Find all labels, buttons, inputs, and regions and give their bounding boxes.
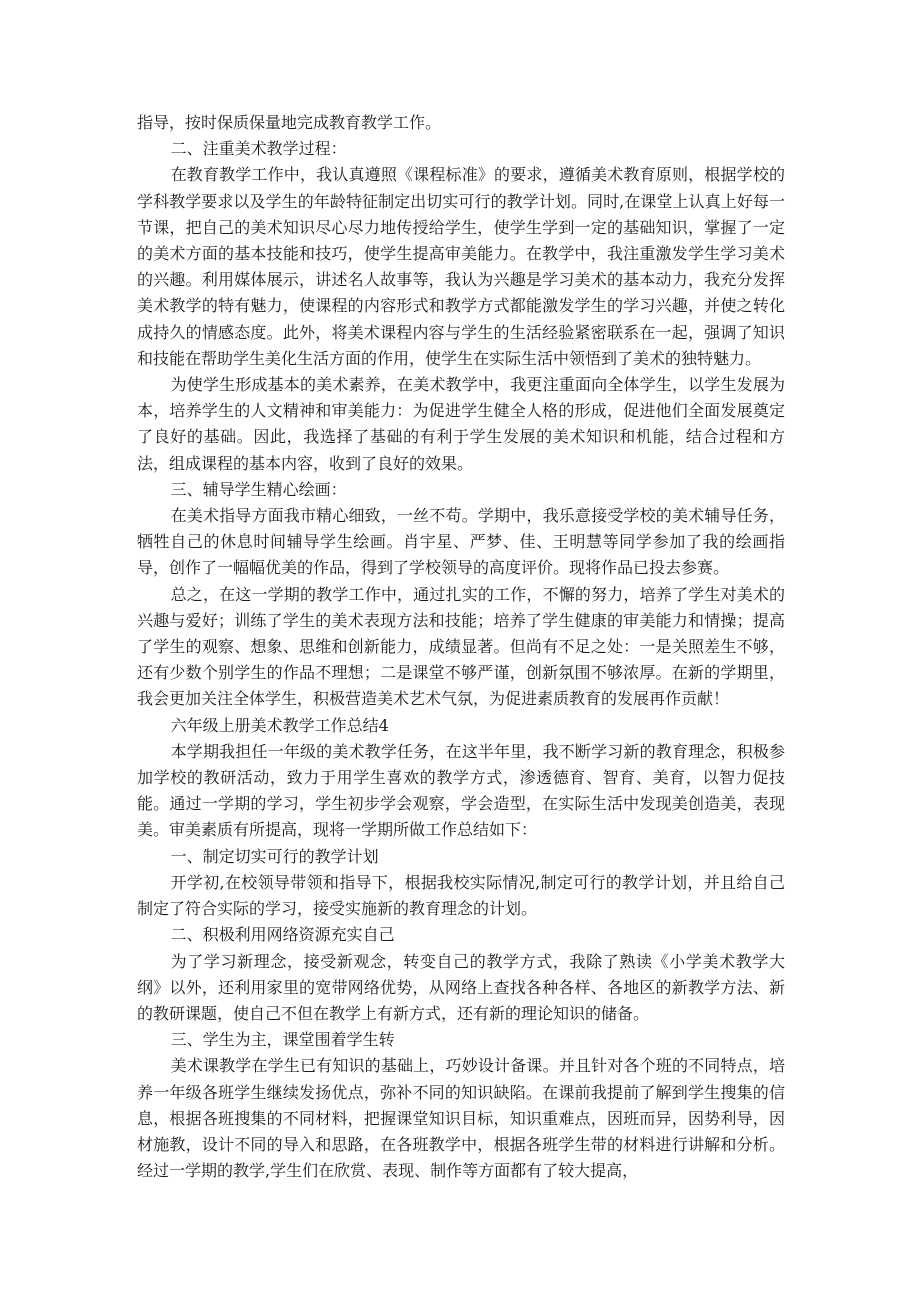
paragraph: 为使学生形成基本的美术素养，在美术教学中，我更注重面向全体学生，以学生发展为本，培养学生的人文精神和审美能力：为促进学生健全人格的形成，促进他们全面发展奠定了良好的基础。因此，我选择了基础的有利于学生发展的美术知识和机能，结合过程和方法，组成课程的基本内容，收到了良好的效果。 <box>137 375 785 473</box>
paragraph: 指导，按时保质保量地完成教育教学工作。 <box>137 113 442 132</box>
section-heading: 三、学生为主，课堂围着学生转 <box>170 1030 395 1050</box>
paragraph: 为了学习新理念，接受新观念，转变自己的教学方式，我除了熟读《小学美术教学大纲》以外，还利用家里的宽带网络优势，从网络上查找各种各样、各地区的新教学方法、新的教研课题，使自己不但在教学上有新方式，还有新的理论知识的储备。 <box>137 951 785 1023</box>
section-heading: 一、制定切实可行的教学计划 <box>170 846 379 866</box>
section-heading: 二、注重美术教学过程： <box>170 139 347 159</box>
document-body <box>137 110 785 1184</box>
paragraph: 本学期我担任一年级的美术教学任务，在这半年里，我不断学习新的教育理念，积极参加学校的教研活动，致力于用学生喜欢的教学方式，渗透德育、智育、美育，以智力促技能。通过一学期的学习，学生初步学会观察，学会造型，在实际生活中发现美创造美，表现美。审美素质有所提高，现将一学期所做工作总结如下： <box>137 741 785 840</box>
paragraph: 在教育教学工作中，我认真遵照《课程标准》的要求，遵循美术教育原则，根据学校的学科教学要求以及学生的年龄特征制定出切实可行的教学计划。同时,在课堂上认真上好每一节课，把自己的美术知识尽心尽力地传授给学生，使学生学到一定的基础知识，掌握了一定的美术方面的基本技能和技巧，使学生提高审美能力。在教学中，我注重激发学生学习美术的兴趣。利用媒体展示，讲述名人故事等，我认为兴趣是学习美术的基本动力，我充分发挥美术教学的特有魅力，使课程的内容形式和教学方式都能激发学生的学习兴趣，并使之转化成持久的情感态度。此外，将美术课程内容与学生的生活经验紧密联系在一起，强调了知识和技能在帮助学生美化生活方面的作用，使学生在实际生活中领悟到了美术的独特魅力。 <box>137 165 785 368</box>
paragraph: 总之，在这一学期的教学工作中，通过扎实的工作，不懈的努力，培养了学生对美术的兴趣与爱好；训练了学生的美术表现方法和技能；培养了学生健康的审美能力和情操；提高了学生的观察、想象、思维和创新能力，成绩显著。但尚有不足之处：一是关照差生不够，还有少数个别学生的作品不理想；二是课堂不够严谨，创新氛围不够浓厚。在新的学期里，我会更加关注全体学生，积极营造美术艺术气氛，为促进素质教育的发展再作贡献！ <box>137 584 785 709</box>
paragraph: 开学初,在校领导带领和指导下，根据我校实际情况,制定可行的教学计划，并且给自己制定了符合实际的学习，接受实施新的教育理念的计划。 <box>137 872 785 919</box>
section-heading: 三、辅导学生精心绘画： <box>170 479 347 499</box>
paragraph: 在美术指导方面我市精心细致，一丝不苟。学期中，我乐意接受学校的美术辅导任务，牺牲自己的休息时间辅导学生绘画。肖宇星、严梦、佳、王明慧等同学参加了我的绘画指导，创作了一幅幅优美的作品，得到了学校领导的高度评价。现将作品已投去参赛。 <box>137 506 785 578</box>
section-heading: 二、积极利用网络资源充实自己 <box>170 925 395 945</box>
document-subtitle: 六年级上册美术教学工作总结4 <box>170 715 389 735</box>
paragraph: 美术课教学在学生已有知识的基础上，巧妙设计备课。并且针对各个班的不同特点，培养一年级各班学生继续发扬优点，弥补不同的知识缺陷。在课前我提前了解到学生搜集的信息，根据各班搜集的不同材料，把握课堂知识目标，知识重难点，因班而异，因势利导，因材施教，设计不同的导入和思路，在各班教学中，根据各班学生带的材料进行讲解和分析。经过一学期的教学,学生们在欣赏、表现、制作等方面都有了较大提高， <box>137 1056 785 1181</box>
